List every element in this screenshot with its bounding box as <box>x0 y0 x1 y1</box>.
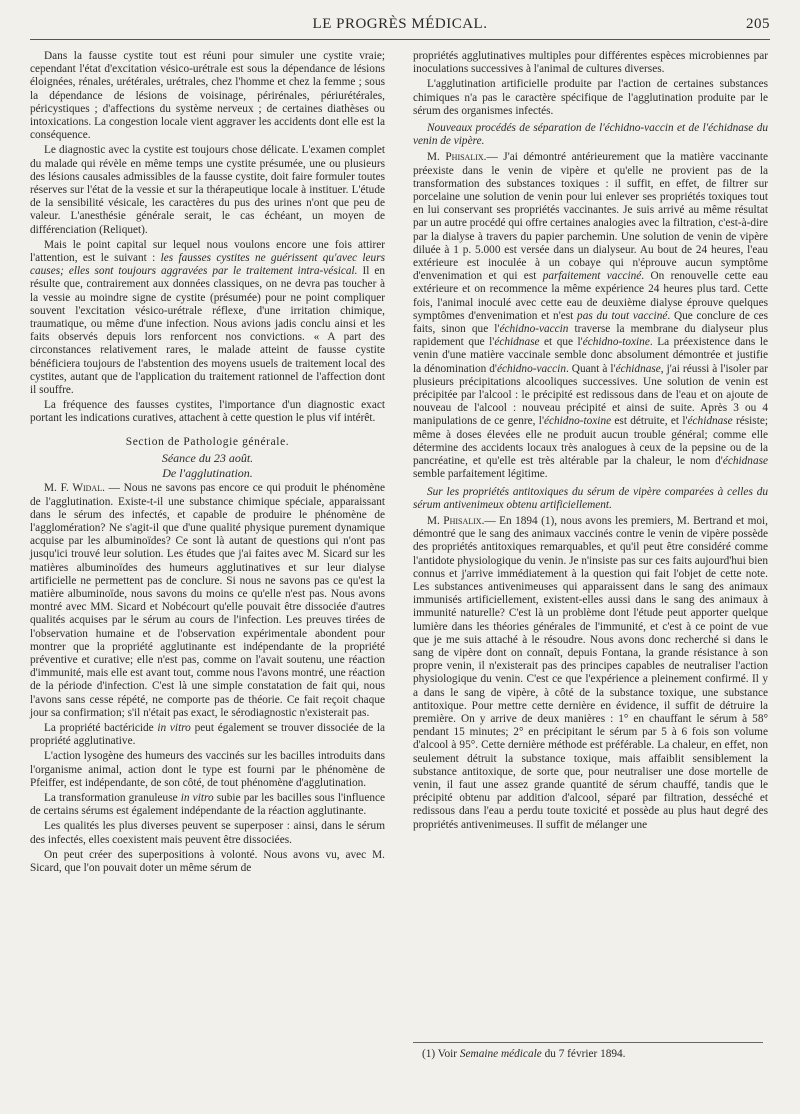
text-run: . Que conclure de ces faits, sinon que l' <box>413 309 769 336</box>
speaker-name: M. Phisalix. <box>427 514 485 527</box>
italic-run: échidnase <box>687 415 733 428</box>
italic-run: échidnase <box>494 336 540 349</box>
page-number: 205 <box>746 16 770 32</box>
italic-run: échidnase <box>615 362 661 375</box>
section-heading: Section de Pathologie générale. <box>125 435 290 448</box>
speaker-name: M. Phisalix. <box>427 151 487 164</box>
session-date: Séance du 23 août. <box>161 450 254 465</box>
italic-run: les fausses cystites ne guérissent qu'avec leurs causes; elles sont toujours aggravées par le traitement intra-vésical. <box>30 252 386 278</box>
italic-run: parfaitement vacciné <box>542 270 642 283</box>
paragraph: L'agglutination artificielle produite par l'action de certaines substances chimiques n'a pas le caractère spécifique de l'agglutination produite par le sérum des organismes infectés. <box>413 78 768 117</box>
text-run: . La préexistence dans le venin d'une matière vaccinale semble donc absolument démontrée et justifie la dénomination d' <box>413 336 768 375</box>
footnote-rule <box>413 1042 763 1043</box>
left-column <box>30 50 385 877</box>
text-run: est détruite, et l' <box>611 415 688 428</box>
text-run: résiste; même à doses élevées elle ne produit aucun trouble général; comme elle détermine des accidents locaux très analogues à ceux de la pepsine ou de la pancréatine, et qu'elle est très altérable par la chaleur, le nom d' <box>413 415 768 468</box>
subject-heading: De l'agglutination. <box>162 466 253 481</box>
text-run: peut également se trouver dissociée de la propriété agglutinative. <box>30 721 386 748</box>
article-heading: Nouveaux procédés de séparation de l'échidno-vaccin et de l'échidnase du venin de vipère. <box>413 122 768 148</box>
paragraph: Les qualités les plus diverses peuvent se superposer : ainsi, dans le sérum des infectés, elles coexistent mais peuvent être dissociées. <box>30 820 385 846</box>
italic-run: échidnase <box>722 455 768 468</box>
text-run: Il en résulte que, contrairement aux données classiques, on ne devra pas toucher à la vessie au moindre signe de cystite (présumée) pour ne point compliquer souvent l'excitation vésico-urétrale réflexe, d'une irritation chimique, traumatique, ou même d'une infection. Nous avions jadis conclu ainsi et les faits observés depuis lors renforcent nos convictions. « A part des circonstances relativement rares, le malade atteint de fausse cystite bénéficiera toujours de l'abstention des moyens usuels de traitement local des cystites, autant que de l'application du traitement rationnel de l'affection dont il souffre. <box>30 265 385 397</box>
text-run: Mais le point capital sur lequel nous voulons encore une fois attirer l'attention, est le suivant : <box>30 238 385 265</box>
italic-run: échidno-vaccin <box>499 323 569 336</box>
footnote-reference: Semaine médicale <box>459 1048 542 1060</box>
right-column <box>413 50 768 834</box>
paragraph <box>30 482 385 720</box>
footnote-text: (1) Voir <box>422 1048 460 1060</box>
footnote-text: du 7 février 1894. <box>541 1048 626 1060</box>
paragraph: Dans la fausse cystite tout est réuni pour simuler une cystite vraie; cependant l'état d'excitation vésico-urétrale est sous la dépendance de lésions éloignées, rénales, urétérales, urétrales, chez l'homme et chez la femme ; sous la dépendance de lésions de voisinage, périrénales, périurétérales, péricystiques ; d'affections du système nerveux ; de certaines diathèses ou intoxications. La congestion locale vient aggraver les accidents dont elle est la conséquence. <box>30 50 385 142</box>
footnote <box>422 1048 762 1060</box>
paragraph: La fréquence des fausses cystites, l'importance d'un diagnostic exact portant les indications curatives, attachent à cette question le plus vif intérêt. <box>30 399 385 425</box>
text-run: traverse la membrane du dialyseur plus rapidement que l' <box>413 323 768 349</box>
italic-run: in vitro <box>157 721 191 734</box>
paragraph: propriétés agglutinatives multiples pour différentes espèces microbiennes par inoculations successives à l'animal de cultures diverses. <box>413 50 768 76</box>
text-run: , j'ai réussi à l'isoler par plusieurs précipitations alcooliques successives. Une solution de venin est précipitée par l'alcool : le précipité est redissous dans de l'eau et on ajoute de nouveau de l'alcool : nouveau précipité et ainsi de suite. Après 3 ou 4 manipulations de ce genre, l' <box>413 362 769 428</box>
text-run: et que l' <box>539 336 583 349</box>
paragraph <box>30 722 385 748</box>
article-heading: Sur les propriétés antitoxiques du sérum de vipère comparées à celles du sérum antivenimeux obtenu artificiellement. <box>413 485 768 511</box>
paragraph <box>30 239 385 397</box>
text-run: La transformation granuleuse <box>44 791 181 804</box>
italic-run: échidno-vaccin <box>496 362 566 375</box>
text-run: — J'ai démontré antérieurement que la matière vaccinante préexiste dans le venin de vipère et qu'elle ne provient pas de la transformation des substances toxiques : il suffit, en effet, de filtrer sur porcelaine une solution de venin pour lui enlever ses propriétés toxiques tout en lui conservant ses propriétés vaccinantes. Je suis arrivé au même résultat par un autre procédé qui offre certaines analogies avec la filtration, c'est-à-dire par la dialyse à travers du papier parchemin. Une solution de venin de vipère diluée à 1 p. 5.000 est versée dans un dialyseur. Au bout de 24 heures, l'eau extérieure est inoculée à un cobaye qui n'éprouve aucun symptôme d'envenimation et qui est <box>413 151 769 283</box>
text-run: La propriété bactéricide <box>44 721 158 734</box>
paragraph <box>413 151 768 481</box>
journal-title: LE PROGRÈS MÉDICAL. <box>312 16 488 32</box>
text-run: — En 1894 (1), nous avons les premiers, M. Bertrand et moi, démontré que le sang des animaux vaccinés contre le venin de vipère possède des propriétés antitoxiques remarquables, et qu'il peut être considéré comme l'antidote physiologique du venin. Je n'insiste pas sur ces faits aujourd'hui bien connus et j'arrive immédiatement à la question qui fait l'objet de cette note. Les substances antivenimeuses qui apparaissent dans le sang des animaux immunisés artificiellement, existent-elles aussi dans le sang des animaux à immunité naturelle? C'est là un problème dont l'étude peut apporter quelque lumière dans les théories générales de l'immunité, et c'est à ce point de vue que je me suis attaché à le résoudre. Nous avons donc recherché si dans le sang de vipère dont on connaît, depuis Fontana, la grande résistance à son propre venin, il n'existerait pas des principes capables de neutraliser l'action physiologique du venin. C'est ce que l'expérience a pleinement confirmé. Il y a dans le sang de vipère, à côté de la substance toxique, une substance antitoxique. Pour mettre cette dernière en évidence, il suffit de détruire la première. On y arrive de deux manières : 1° en chauffant le sérum à 58° pendant 15 minutes; 2° en précipitant le sérum par 5 à 6 fois son volume d'alcool à 95°. Cette dernière méthode est préférable. La chaleur, en effet, non seulement détruit la substance toxique, mais affaiblit sensiblement la substance antitoxique, de sorte que, pour neutraliser une dose mortelle de venin, il faut une assez grande quantité de sérum chauffé, tandis que le précipité obtenu par addition d'alcool, séparé par filtration, desséché et redissous dans l'eau a perdu toute toxicité et possède au plus haut degré des propriétés antivenimeuses. Il suffit de mélanger une <box>413 514 769 831</box>
paragraph: L'action lysogène des humeurs des vaccinés sur les bacilles introduits dans l'organisme animal, action dont le type est fourni par le phénomène de Pfeiffer, est indépendante, de son côté, de tout phénomène d'agglutination. <box>30 750 385 789</box>
speaker-name: M. F. Widal. <box>44 482 105 495</box>
text-run: — Nous ne savons pas encore ce qui produit le phénomène de l'agglutination. Existe-t-il une substance chimique spéciale, apparaissant dans le sérum des infectés, et capable de produire le phénomène de l'agglomération? Ne s'agit-il que d'une qualité physique purement dynamique acquise par les albuminoïdes? Ce sont là autant de questions qui n'ont pas jusqu'ici trouvé leur solution. Les études que j'ai faites avec M. Sicard sur les matières albuminoïdes des humeurs agglutinatives et sur leur dialyse artificielle ne permettent pas de conclure. Si nous ne savons pas ce qu'est la matière albuminoïde, nous savons du moins ce qu'elle n'est pas. Nous avons montré avec MM. Sicard et Nobécourt qu'elle pouvait être dissociée d'autres qualités acquises par le sérum au cours de l'infection. Les preuves tirées de l'observation humaine et de l'observation expérimentale abondent pour montrer que la propriété agglutinante est indépendante de la propriété préventive et curative; elle n'est pas, comme on l'avait soutenu, une réaction d'immunité, mais elle est avant tout, comme nous l'avons montré, une réaction de la période d'infection. C'est là une simple constatation de fait qui, nous l'avons sans cesse répété, ne comporte pas de théorie. Ce fait reçoit chaque jour sa confirmation; s'il n'était pas exact, le sérodiagnostic n'existerait pas. <box>30 482 385 719</box>
paragraph <box>30 792 385 818</box>
paragraph <box>413 515 768 832</box>
paragraph: On peut créer des superpositions à volonté. Nous avons vu, avec M. Sicard, que l'on pouvait doter un même sérum de <box>30 848 385 874</box>
page-header <box>30 16 770 38</box>
paragraph: Le diagnostic avec la cystite est toujours chose délicate. L'examen complet du malade qui révèle en même temps une cystite présumée, une ou plusieurs des lésions causales admissibles de la fausse cystite, doit faire formuler toutes réserves sur l'état de la vessie et sur la thérapeutique locale à instituer. L'étude de la sensibilité vésicale, les caractères du pus des urines n'ont que peu de valeur. L'anesthésie générale serait, le cas échéant, un moyen de différenciation (Reliquet). <box>30 144 385 236</box>
header-rule <box>30 39 770 40</box>
italic-run: in vitro <box>180 791 214 804</box>
italic-run: pas du tout vacciné <box>577 309 668 322</box>
italic-run: échidno-toxine <box>543 415 612 428</box>
text-run: . Quant à l' <box>565 362 616 375</box>
text-run: . On renouvelle cette eau extérieure et on recommence la même expérience 24 heures plus tard. Cette fois, l'animal inoculé avec cette eau de deuxième dialyse éprouve quelques symptômes d'envenimation et n'est <box>413 270 768 322</box>
text-run: subie par les bacilles sous l'influence de certains sérums est également indépendante de la réaction agglutinante. <box>30 791 386 818</box>
italic-run: échidno-toxine <box>582 336 650 349</box>
text-run: semble parfaitement légitime. <box>413 468 548 481</box>
